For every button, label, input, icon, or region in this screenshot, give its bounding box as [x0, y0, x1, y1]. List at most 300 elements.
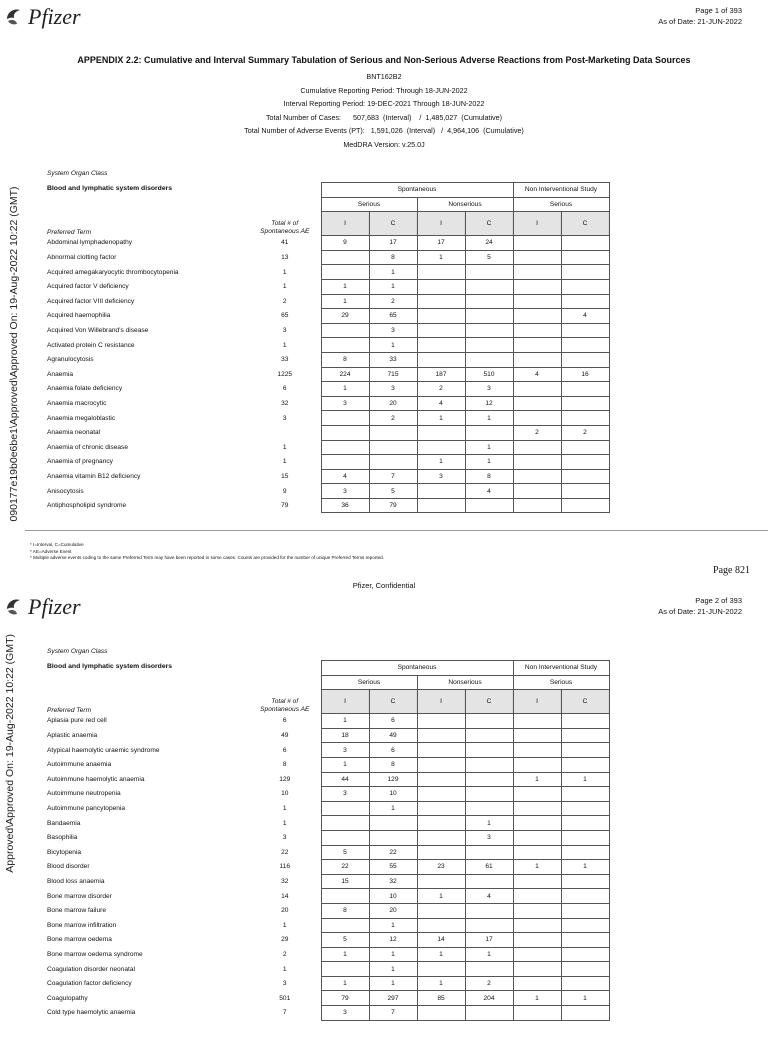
- count-cell: 79: [321, 991, 369, 1006]
- count-cell: 1: [369, 918, 417, 933]
- page-label: Page 2 of 393: [695, 596, 742, 605]
- count-cell: [417, 498, 465, 513]
- count-cell: [513, 889, 561, 904]
- count-cell: [321, 440, 369, 455]
- count-cell: [513, 874, 561, 889]
- header-col-c: C: [369, 690, 417, 714]
- table-row: [45, 714, 609, 729]
- count-cell: [513, 396, 561, 411]
- count-cell: [561, 498, 609, 513]
- header-col-i: I: [417, 212, 465, 236]
- preferred-term-cell: Bicytopenia: [47, 848, 82, 856]
- count-cell: 16: [561, 367, 609, 382]
- count-cell: [465, 498, 513, 513]
- count-cell: [513, 933, 561, 948]
- count-cell: 3: [321, 484, 369, 499]
- count-cell: [417, 265, 465, 280]
- total-cell: 2: [282, 297, 287, 305]
- total-cell: 3: [282, 980, 287, 988]
- table-row: [45, 903, 609, 918]
- total-cell: [249, 425, 321, 440]
- table-row: [45, 918, 609, 933]
- total-cell: 10: [281, 790, 289, 798]
- count-cell: [369, 816, 417, 831]
- count-cell: [321, 250, 369, 265]
- table-row: [45, 830, 609, 845]
- count-cell: 204: [465, 991, 513, 1006]
- preferred-term-cell: Acquired factor V deficiency: [47, 283, 129, 291]
- count-cell: 1: [369, 962, 417, 977]
- count-cell: [561, 816, 609, 831]
- count-cell: [321, 801, 369, 816]
- preferred-term-cell: Autoimmune neutropenia: [47, 790, 121, 798]
- total-cell: 1: [282, 443, 287, 451]
- table-row: [45, 947, 609, 962]
- count-cell: 1: [321, 947, 369, 962]
- preferred-term-cell: Autoimmune haemolytic anaemia: [47, 775, 145, 783]
- table-row: [45, 425, 609, 440]
- count-cell: 510: [465, 367, 513, 382]
- preferred-term-cell: Atypical haemolytic uraemic syndrome: [47, 746, 160, 754]
- count-cell: [417, 425, 465, 440]
- count-cell: [321, 962, 369, 977]
- count-cell: 1: [321, 714, 369, 729]
- header-nis-serious: Serious: [513, 675, 609, 690]
- count-cell: 1: [321, 757, 369, 772]
- soc-label: System Organ Class: [47, 648, 108, 655]
- table-row: [45, 440, 609, 455]
- preferred-term-cell: Coagulation factor deficiency: [47, 980, 132, 988]
- count-cell: 3: [417, 469, 465, 484]
- header-col-i: I: [513, 690, 561, 714]
- count-cell: [561, 455, 609, 470]
- logo-text: Pfizer: [28, 594, 81, 619]
- total-cell: 13: [281, 254, 289, 262]
- table-row: [45, 265, 609, 280]
- pfizer-logo-icon: [4, 596, 26, 618]
- count-cell: 17: [369, 236, 417, 251]
- count-cell: [561, 352, 609, 367]
- count-cell: 12: [465, 396, 513, 411]
- count-cell: [417, 903, 465, 918]
- count-cell: [561, 962, 609, 977]
- count-cell: 5: [369, 484, 417, 499]
- table-row: [45, 250, 609, 265]
- count-cell: 1: [369, 801, 417, 816]
- preferred-term-cell: Antiphospholipid syndrome: [47, 502, 127, 510]
- count-cell: [465, 918, 513, 933]
- preferred-term-cell: Abdominal lymphadenopathy: [47, 239, 133, 247]
- count-cell: [513, 279, 561, 294]
- count-cell: 1: [465, 411, 513, 426]
- preferred-term-cell: Anisocytosis: [47, 487, 84, 495]
- preferred-term-cell: Acquired amegakaryocytic thrombocytopenia: [47, 268, 179, 276]
- footnote: * I=Interval, C=Cumulative: [30, 542, 84, 547]
- header-col-i: I: [513, 212, 561, 236]
- count-cell: [561, 265, 609, 280]
- count-cell: 55: [369, 860, 417, 875]
- table-row: [45, 323, 609, 338]
- count-cell: [561, 714, 609, 729]
- as-of-date: As of Date: 21-JUN-2022: [658, 17, 742, 26]
- count-cell: [417, 962, 465, 977]
- count-cell: [561, 757, 609, 772]
- table-row: [45, 338, 609, 353]
- count-cell: 1: [561, 860, 609, 875]
- count-cell: [561, 787, 609, 802]
- preferred-term-cell: Anaemia neonatal: [47, 429, 101, 437]
- count-cell: [417, 743, 465, 758]
- table-row: [45, 889, 609, 904]
- count-cell: 3: [321, 743, 369, 758]
- count-cell: [321, 918, 369, 933]
- count-cell: [513, 294, 561, 309]
- preferred-term-cell: Bone marrow disorder: [47, 892, 112, 900]
- count-cell: 65: [369, 309, 417, 324]
- preferred-term-cell: Bone marrow failure: [47, 907, 107, 915]
- count-cell: [513, 484, 561, 499]
- count-cell: [561, 1006, 609, 1021]
- total-cell: 129: [279, 775, 291, 783]
- table-row: [45, 1006, 609, 1021]
- document-page-2: [0, 590, 768, 1024]
- count-cell: [513, 714, 561, 729]
- total-cell: 8: [282, 761, 287, 769]
- total-cell: 1: [282, 921, 287, 929]
- total-cell: 501: [279, 994, 291, 1002]
- count-cell: 4: [417, 396, 465, 411]
- table-row: [45, 411, 609, 426]
- preferred-term-cell: Activated protein C resistance: [47, 341, 135, 349]
- count-cell: [465, 425, 513, 440]
- count-cell: 1: [417, 250, 465, 265]
- count-cell: [513, 743, 561, 758]
- preferred-term-cell: Anaemia vitamin B12 deficiency: [47, 472, 141, 480]
- preferred-term-cell: Bone marrow infiltration: [47, 921, 117, 929]
- header-total: Total # of Spontaneous AE: [260, 697, 310, 713]
- count-cell: [561, 903, 609, 918]
- count-cell: [465, 352, 513, 367]
- footnotes: [30, 542, 384, 562]
- meddra-version: MedDRA Version: v.25.0J: [343, 139, 425, 149]
- header-col-i: I: [417, 690, 465, 714]
- count-cell: 49: [369, 728, 417, 743]
- count-cell: [417, 918, 465, 933]
- count-cell: [513, 411, 561, 426]
- preferred-term-cell: Acquired Von Willebrand's disease: [47, 327, 149, 335]
- count-cell: [465, 743, 513, 758]
- preferred-term-cell: Anaemia megaloblastic: [47, 414, 116, 422]
- count-cell: [513, 250, 561, 265]
- count-cell: [513, 757, 561, 772]
- count-cell: [321, 323, 369, 338]
- count-cell: 1: [465, 455, 513, 470]
- product-name: BNT162B2: [366, 72, 402, 81]
- count-cell: [465, 801, 513, 816]
- count-cell: [417, 1006, 465, 1021]
- preferred-term-cell: Acquired factor VIII deficiency: [47, 297, 135, 305]
- count-cell: 187: [417, 367, 465, 382]
- count-cell: 3: [321, 396, 369, 411]
- count-cell: 1: [513, 772, 561, 787]
- count-cell: [513, 903, 561, 918]
- count-cell: 129: [369, 772, 417, 787]
- preferred-term-cell: Anaemia of chronic disease: [47, 443, 129, 451]
- count-cell: 2: [369, 294, 417, 309]
- count-cell: 1: [369, 279, 417, 294]
- preferred-term-cell: Anaemia macrocytic: [47, 400, 107, 408]
- table-row: [45, 498, 609, 513]
- table-row: [45, 860, 609, 875]
- table-row: [45, 976, 609, 991]
- header-total: Total # of Spontaneous AE: [260, 219, 310, 235]
- count-cell: 1: [369, 338, 417, 353]
- count-cell: [321, 338, 369, 353]
- count-cell: [417, 714, 465, 729]
- count-cell: [321, 816, 369, 831]
- count-cell: [465, 772, 513, 787]
- total-cell: 3: [282, 327, 287, 335]
- preferred-term-cell: Acquired haemophilia: [47, 312, 111, 320]
- preferred-term-cell: Aplasia pure red cell: [47, 717, 107, 725]
- total-cell: 15: [281, 472, 289, 480]
- count-cell: 17: [465, 933, 513, 948]
- header-serious: Serious: [321, 197, 417, 212]
- footer-rule: [25, 530, 768, 531]
- preferred-term-cell: Autoimmune pancytopenia: [47, 805, 126, 813]
- total-cell: 1: [282, 805, 287, 813]
- count-cell: [417, 440, 465, 455]
- table-row: [45, 801, 609, 816]
- count-cell: 1: [417, 455, 465, 470]
- count-cell: 6: [369, 714, 417, 729]
- total-cell: 29: [281, 936, 289, 944]
- header-non-interventional: Non Interventional Study: [513, 661, 609, 676]
- count-cell: [561, 338, 609, 353]
- count-cell: [465, 294, 513, 309]
- table-row: [45, 352, 609, 367]
- count-cell: 4: [465, 484, 513, 499]
- count-cell: 4: [465, 889, 513, 904]
- count-cell: 22: [321, 860, 369, 875]
- count-cell: 4: [561, 309, 609, 324]
- count-cell: 8: [369, 757, 417, 772]
- total-cell: 22: [281, 848, 289, 856]
- count-cell: [465, 309, 513, 324]
- preferred-term-cell: Abnormal clotting factor: [47, 254, 117, 262]
- count-cell: 24: [465, 236, 513, 251]
- count-cell: 1: [465, 440, 513, 455]
- count-cell: [321, 425, 369, 440]
- total-cell: 7: [282, 1009, 287, 1017]
- table-row: [45, 294, 609, 309]
- count-cell: 1: [321, 382, 369, 397]
- count-cell: [417, 845, 465, 860]
- page-info: [658, 595, 742, 617]
- count-cell: [369, 440, 417, 455]
- count-cell: 3: [369, 382, 417, 397]
- count-cell: [513, 440, 561, 455]
- count-cell: [465, 874, 513, 889]
- header-col-c: C: [561, 690, 609, 714]
- count-cell: [417, 728, 465, 743]
- count-cell: [513, 728, 561, 743]
- count-cell: [321, 265, 369, 280]
- table-row: [45, 787, 609, 802]
- count-cell: 1: [417, 947, 465, 962]
- header-col-c: C: [369, 212, 417, 236]
- header-spontaneous: Spontaneous: [321, 661, 513, 676]
- count-cell: 10: [369, 787, 417, 802]
- count-cell: 1: [369, 265, 417, 280]
- count-cell: [417, 323, 465, 338]
- count-cell: [513, 1006, 561, 1021]
- count-cell: 3: [321, 1006, 369, 1021]
- count-cell: 6: [369, 743, 417, 758]
- count-cell: [561, 830, 609, 845]
- header-nonserious: Nonserious: [417, 675, 513, 690]
- count-cell: [513, 498, 561, 513]
- count-cell: 1: [513, 991, 561, 1006]
- count-cell: [465, 279, 513, 294]
- count-cell: 1: [369, 947, 417, 962]
- count-cell: 18: [321, 728, 369, 743]
- total-cell: 3: [282, 414, 287, 422]
- count-cell: 1: [369, 976, 417, 991]
- count-cell: [561, 469, 609, 484]
- total-cell: 9: [282, 487, 287, 495]
- table-row: [45, 236, 609, 251]
- count-cell: 4: [321, 469, 369, 484]
- ae-table-1: [45, 182, 610, 513]
- count-cell: [417, 874, 465, 889]
- table-row: [45, 743, 609, 758]
- count-cell: 10: [369, 889, 417, 904]
- preferred-term-cell: Agranulocytosis: [47, 356, 94, 364]
- count-cell: 3: [369, 323, 417, 338]
- count-cell: [513, 309, 561, 324]
- count-cell: 23: [417, 860, 465, 875]
- header-col-c: C: [465, 212, 513, 236]
- count-cell: [513, 816, 561, 831]
- count-cell: 1: [465, 816, 513, 831]
- count-cell: 1: [417, 889, 465, 904]
- count-cell: 1: [417, 411, 465, 426]
- count-cell: 5: [321, 845, 369, 860]
- header-preferred-term: Preferred Term: [47, 228, 92, 236]
- count-cell: [465, 787, 513, 802]
- count-cell: [417, 801, 465, 816]
- count-cell: [561, 933, 609, 948]
- header-nonserious: Nonserious: [417, 197, 513, 212]
- header-col-i: I: [321, 212, 369, 236]
- count-cell: [513, 236, 561, 251]
- count-cell: [561, 874, 609, 889]
- count-cell: [561, 250, 609, 265]
- count-cell: [369, 455, 417, 470]
- count-cell: 20: [369, 903, 417, 918]
- count-cell: 5: [321, 933, 369, 948]
- count-cell: 224: [321, 367, 369, 382]
- count-cell: [513, 976, 561, 991]
- count-cell: 22: [369, 845, 417, 860]
- soc-value: Blood and lymphatic system disorders: [47, 185, 173, 192]
- count-cell: [465, 714, 513, 729]
- table-row: [45, 772, 609, 787]
- total-cell: 3: [282, 834, 287, 842]
- total-cell: 6: [282, 746, 287, 754]
- count-cell: 7: [369, 1006, 417, 1021]
- interval-period: Interval Reporting Period: 19-DEC-2021 Through 18-JUN-2022: [283, 99, 485, 108]
- count-cell: 1: [561, 772, 609, 787]
- preferred-term-cell: Aplastic anaemia: [47, 732, 98, 740]
- count-cell: [513, 845, 561, 860]
- count-cell: [513, 918, 561, 933]
- count-cell: [417, 757, 465, 772]
- count-cell: 32: [369, 874, 417, 889]
- count-cell: 79: [369, 498, 417, 513]
- total-cell: 1: [282, 965, 287, 973]
- confidential-label: Pfizer, Confidential: [352, 581, 416, 590]
- count-cell: [561, 279, 609, 294]
- count-cell: [417, 279, 465, 294]
- count-cell: [513, 455, 561, 470]
- ae-table-2: [45, 660, 610, 1021]
- count-cell: [465, 265, 513, 280]
- appendix-title: APPENDIX 2.2: Cumulative and Interval Summary Tabulation of Serious and Non-Serious Adverse Reactions from Post-Marketing Data Sources: [77, 55, 691, 65]
- table-row: [45, 933, 609, 948]
- count-cell: 8: [321, 352, 369, 367]
- as-of-date: As of Date: 21-JUN-2022: [658, 607, 742, 616]
- preferred-term-cell: Bone marrow oedema: [47, 936, 112, 944]
- total-cases: Total Number of Cases: 507,683 (Interval) / 1,485,027 (Cumulative): [265, 112, 503, 122]
- table-row: [45, 367, 609, 382]
- count-cell: 9: [321, 236, 369, 251]
- table-row: [45, 469, 609, 484]
- count-cell: [465, 962, 513, 977]
- count-cell: [417, 787, 465, 802]
- count-cell: [417, 338, 465, 353]
- count-cell: 29: [321, 309, 369, 324]
- header-spontaneous: Spontaneous: [321, 183, 513, 198]
- count-cell: [513, 382, 561, 397]
- count-cell: [561, 323, 609, 338]
- cumulative-period: Cumulative Reporting Period: Through 18-JUN-2022: [300, 85, 468, 95]
- total-cell: 1: [282, 341, 287, 349]
- count-cell: 1: [321, 294, 369, 309]
- count-cell: [513, 352, 561, 367]
- total-cell: 79: [281, 502, 289, 510]
- logo-text: Pfizer: [28, 4, 81, 29]
- preferred-term-cell: Autoimmune anaemia: [47, 761, 112, 769]
- count-cell: [465, 323, 513, 338]
- preferred-term-cell: Basophilia: [47, 834, 78, 842]
- total-cell: 14: [281, 892, 289, 900]
- count-cell: [321, 889, 369, 904]
- total-cell: 116: [279, 863, 290, 871]
- count-cell: 5: [465, 250, 513, 265]
- report-summary: [0, 70, 768, 151]
- total-cell: 1225: [277, 370, 293, 378]
- count-cell: 36: [321, 498, 369, 513]
- table-row: [45, 991, 609, 1006]
- count-cell: [561, 743, 609, 758]
- count-cell: 2: [561, 425, 609, 440]
- total-cell: 32: [281, 400, 289, 408]
- count-cell: 3: [321, 787, 369, 802]
- total-events: Total Number of Adverse Events (PT): 1,591,026 (Interval) / 4,964,106 (Cumulative): [244, 126, 524, 135]
- total-cell: 1: [282, 819, 287, 827]
